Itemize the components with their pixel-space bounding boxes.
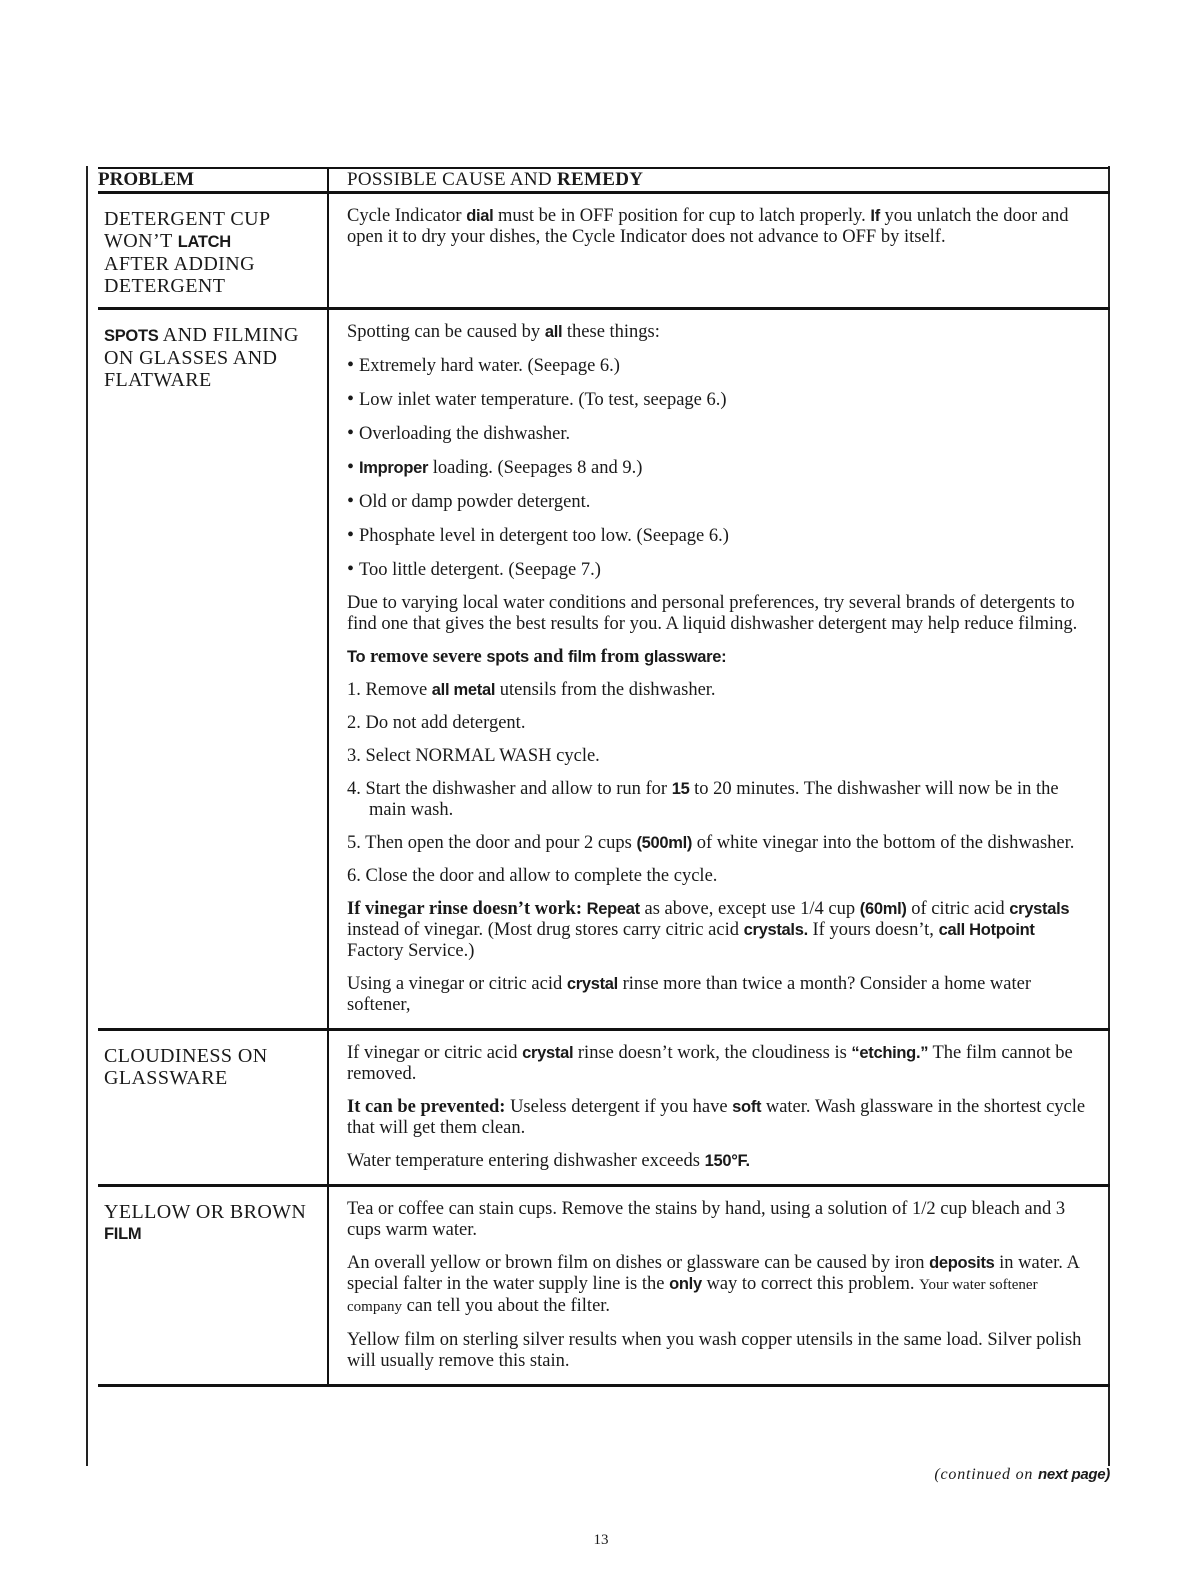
cause-header-text: POSSIBLE CAUSE AND [347, 169, 557, 190]
problem-text-bold: FILM [104, 1225, 142, 1243]
cause-cell-yellow-film [328, 1186, 1110, 1386]
problem-text: SPOTS AND FILMING [104, 324, 299, 346]
cause-column-header [328, 168, 1110, 193]
problem-text: DETERGENT CUP [104, 208, 271, 230]
cause-bullet: • Overloading the dishwasher. [347, 423, 1094, 445]
remedy-step: 6. Close the door and allow to complete the cycle. [347, 866, 718, 886]
cause-cell-detergent-cup [328, 193, 1110, 309]
remedy-subheading: To remove severe spots and film from glassware: [347, 647, 727, 667]
problem-column-header: PROBLEM [98, 168, 328, 193]
remedy-step: 1. Remove all metal utensils from the dishwasher. [347, 680, 716, 700]
remedy-header-text: REMEDY [557, 169, 644, 190]
problem-cell-yellow-film [98, 1186, 328, 1386]
remedy-step: 5. Then open the door and pour 2 cups (500ml) of white vinegar into the bottom of the dishwasher. [347, 833, 1075, 853]
table-row [98, 193, 1110, 309]
table-row [98, 309, 1110, 1030]
remedy-step: 3. Select NORMAL WASH cycle. [347, 746, 600, 766]
remedy-paragraph: Due to varying local water conditions and personal preferences, try several brands of detergents to find one that gives the best results for you. A liquid dishwasher detergent may help reduce filming. [347, 593, 1078, 634]
problem-text: YELLOW OR BROWN [104, 1201, 307, 1223]
cause-bullet: • Low inlet water temperature. (To test, seepage 6.) [347, 389, 1094, 411]
remedy-paragraph: Yellow film on sterling silver results when you wash copper utensils in the same load. Silver polish will usually remove this stain. [347, 1330, 1082, 1371]
remedy-paragraph: An overall yellow or brown film on dishes or glassware can be caused by iron deposits in water. A special falter in the water supply line is the only way to correct this problem. Your water softener company can tell you about the filter. [347, 1253, 1079, 1316]
table-header-row [98, 168, 1110, 193]
problem-cell-detergent-cup [98, 193, 328, 309]
problem-cell-cloudiness [98, 1030, 328, 1186]
remedy-paragraph: It can be prevented: Useless detergent if you have soft water. Wash glassware in the shortest cycle that will get them clean. [347, 1097, 1086, 1138]
cause-cell-spots [328, 309, 1110, 1030]
problem-text: AFTER ADDING [104, 253, 255, 275]
problem-cell-spots [98, 309, 328, 1030]
cause-bullet: • Phosphate level in detergent too low. (Seepage 6.) [347, 525, 1094, 547]
cause-bullet: • Improper loading. (Seepages 8 and 9.) [347, 457, 1094, 479]
cause-bullet: • Too little detergent. (Seepage 7.) [347, 559, 1094, 581]
remedy-paragraph: Water temperature entering dishwasher exceeds 150°F. [347, 1151, 750, 1171]
problem-text-part: WON’T [104, 230, 178, 252]
table-row [98, 1030, 1110, 1186]
page-number: 13 [593, 1532, 609, 1548]
remedy-step: 2. Do not add detergent. [347, 713, 526, 733]
remedy-paragraph: Spotting can be caused by all these things: [347, 322, 660, 342]
remedy-paragraph: If vinegar or citric acid crystal rinse doesn’t work, the cloudiness is “etching.” The film cannot be removed. [347, 1043, 1073, 1084]
remedy-paragraph: Tea or coffee can stain cups. Remove the stains by hand, using a solution of 1/2 cup bleach and 3 cups warm water. [347, 1199, 1066, 1240]
cause-bullet: • Extremely hard water. (Seepage 6.) [347, 355, 1094, 377]
problem-text: ON GLASSES AND [104, 347, 278, 369]
problem-text: CLOUDINESS ON [104, 1045, 268, 1067]
problem-text-bold: LATCH [177, 233, 231, 251]
problem-text: FLATWARE [104, 369, 212, 391]
cause-cell-cloudiness [328, 1030, 1110, 1186]
cause-bullet: • Old or damp powder detergent. [347, 491, 1094, 513]
table-row [98, 1186, 1110, 1386]
remedy-paragraph: If vinegar rinse doesn’t work: Repeat as above, except use 1/4 cup (60ml) of citric acid crystals instead of vinegar. (Most drug stores carry citric acid crystals. If yours doesn’t, call Hotpoint Factory Service.) [347, 899, 1070, 961]
remedy-paragraph: Using a vinegar or citric acid crystal rinse more than twice a month? Consider a home water softener, [347, 974, 1032, 1015]
troubleshooting-table [98, 167, 1110, 1387]
problem-text: GLASSWARE [104, 1067, 228, 1089]
remedy-paragraph: Cycle Indicator dial must be in OFF position for cup to latch properly. If you unlatch the door and open it to dry your dishes, the Cycle Indicator does not advance to OFF by itself. [347, 206, 1069, 247]
left-margin-rule [86, 166, 88, 1466]
problem-text [104, 230, 319, 253]
continued-note: (continued on next page) [934, 1466, 1110, 1483]
remedy-step: 4. Start the dishwasher and allow to run for 15 to 20 minutes. The dishwasher will now be in the main wash. [347, 779, 1059, 820]
problem-text: DETERGENT [104, 275, 226, 297]
